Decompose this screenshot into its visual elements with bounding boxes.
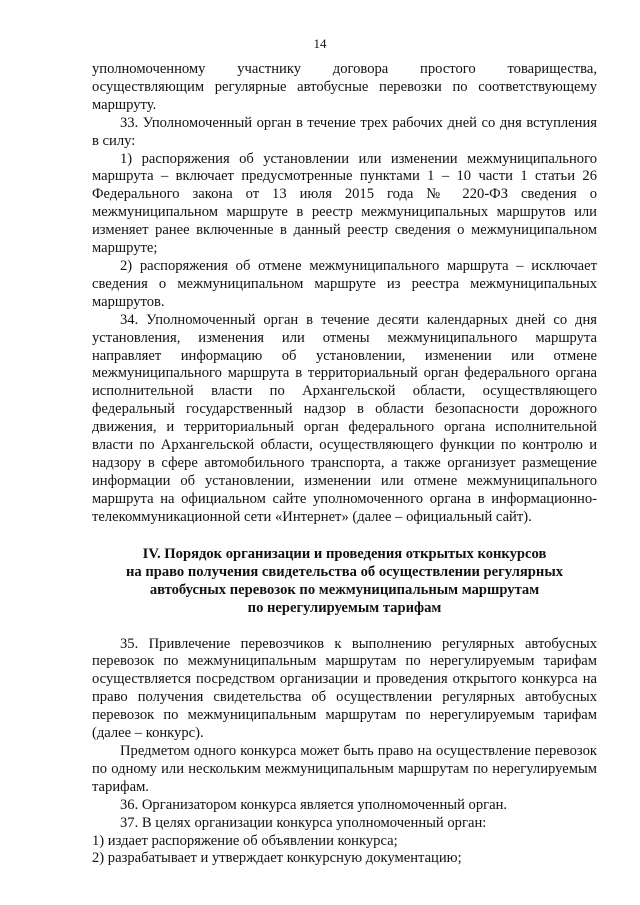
page-number: 14	[313, 36, 327, 51]
paragraph-33: 33. Уполномоченный орган в течение трех рабочих дней со дня вступления в силу:	[92, 114, 597, 149]
section-heading-line-2: на право получения свидетельства об осуществлении регулярных	[125, 563, 564, 580]
paragraph-35-subject: Предметом одного конкурса может быть право на осуществление перевозок по одному или нескольким межмуниципальным маршрутам по нерегулируемым тарифам.	[92, 743, 597, 795]
paragraph-36: 36. Организатором конкурса является уполномоченный орган.	[120, 796, 508, 813]
section-heading-line-1: IV. Порядок организации и проведения открытых конкурсов	[142, 545, 547, 562]
paragraph-37: 37. В целях организации конкурса уполномоченный орган:	[120, 814, 487, 831]
paragraph-35: 35. Привлечение перевозчиков к выполнению регулярных автобусных перевозок по межмуниципальным маршрутам по нерегулируемым тарифам осуществляется посредством организации и проведения открытого конкурса на право получения свидетельства об осуществлении регулярных автобусных перевозок по межмуниципальным маршрутам по нерегулируемым тарифам (далее – конкурс).	[92, 635, 597, 742]
paragraph-33-item-1: 1) распоряжения об установлении или изменении межмуниципального маршрута – включает предусмотренные пунктами 1 – 10 части 1 статьи 26 Федерального закона от 13 июля 2015 года № 220-ФЗ сведения о межмуниципальном маршруте в реестр межмуниципальных маршрутов или изменяет ранее включенные в данный реестр сведения о межмуниципальном маршруте;	[92, 150, 597, 257]
document-body	[92, 61, 597, 868]
section-heading	[92, 545, 597, 617]
section-heading-line-3: автобусных перевозок по межмуниципальным маршрутам	[149, 581, 540, 598]
paragraph-37-item-1: 1) издает распоряжение об объявлении конкурса;	[92, 832, 398, 849]
paragraph-34: 34. Уполномоченный орган в течение десяти календарных дней со дня установления, изменения или отмены межмуниципального маршрута направляет информацию об установлении, изменении или отмене межмуниципального маршрута в территориальный орган федерального органа исполнительной власти по Архангельской области, осуществляющего федеральный государственный надзор в области безопасности дорожного движения, и территориальный орган федерального органа исполнительной власти по Архангельской области, осуществляющего функции по контролю и надзору в сфере автомобильного транспорта, а также организует размещение информации об установлении, изменении или отмене межмуниципального маршрута на официальном сайте уполномоченного органа в информационно-телекоммуникационной сети «Интернет» (далее – официальный сайт).	[92, 311, 597, 525]
paragraph-37-item-2: 2) разрабатывает и утверждает конкурсную документацию;	[92, 850, 462, 867]
section-heading-line-4: по нерегулируемым тарифам	[247, 599, 442, 616]
paragraph-33-item-2: 2) распоряжения об отмене межмуниципального маршрута – исключает сведения о межмуниципальном маршруте из реестра межмуниципальных маршрутов.	[92, 257, 597, 310]
paragraph-continuation: уполномоченному участнику договора простого товарищества, осуществляющим регулярные автобусные перевозки по соответствующему маршруту.	[92, 61, 597, 113]
